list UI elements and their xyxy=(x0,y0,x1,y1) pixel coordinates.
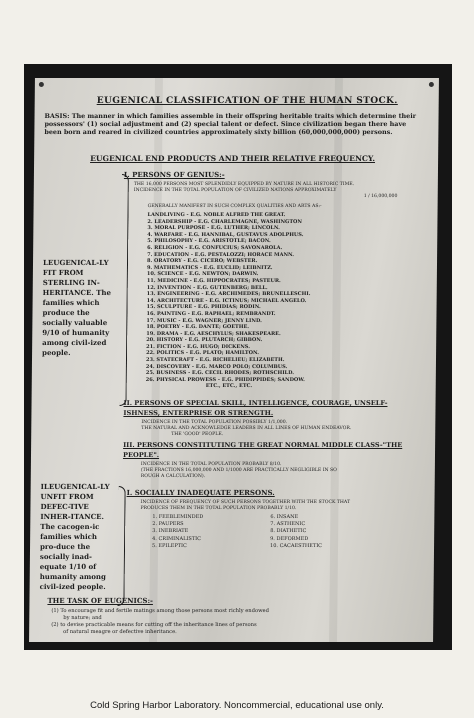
section-1-desc-3: GENERALLY MANIFEST IN SUCH COMPLEX QUALITIES AND ARTS AS:- xyxy=(147,204,322,209)
list-item: 3. INEBRIATE xyxy=(152,528,189,535)
section-1-heading: I. PERSONS OF GENIUS:- xyxy=(123,170,225,179)
section-3-desc-1: INCIDENCE IN THE TOTAL POPULATION PROBABLY 8/10. xyxy=(140,462,282,467)
section-1-desc-1: THE 16,000 PERSONS MOST SPLENDIDLY EQUIPPED BY NATURE IN ALL HISTORIC TIME. xyxy=(133,182,355,187)
list-item: 17. MUSIC - E.G. WAGNER; JENNY LIND. xyxy=(146,317,262,324)
inadequate-list-left xyxy=(152,514,203,550)
list-item: 6. INSANE xyxy=(270,514,299,520)
list-item: 3. MORAL PURPOSE - E.G. LUTHER; LINCOLN. xyxy=(147,225,280,232)
list-item: 12. INVENTION - E.G. GUTENBERG; BELL. xyxy=(146,284,268,291)
list-item: 26. PHYSICAL PROWESS - E.G. PHIDIPPIDES; SANDOW. xyxy=(145,376,305,383)
section-4-heading: I. SOCIALLY INADEQUATE PERSONS. xyxy=(126,488,275,497)
list-item: 19. DRAMA - E.G. AESCHYLUS; SHAKESPEARE. xyxy=(146,330,281,337)
list-item: 10. SCIENCE - E.G. NEWTON; DARWIN. xyxy=(146,271,259,278)
list-item: 6. RELIGION - E.G. CONFUCIUS; SAVONAROLA. xyxy=(147,244,283,251)
section-4-desc-2: PRODUCES THEM IN THE TOTAL POPULATION PROBABLY 1/10. xyxy=(140,506,297,511)
inadequate-list-right xyxy=(270,514,322,550)
list-item: 16. PAINTING - E.G. RAPHAEL; REMBRANDT. xyxy=(146,310,276,317)
list-item: 7. EDUCATION - E.G. PESTALOZZI; HORACE MANN. xyxy=(147,251,295,258)
list-item: 11. MEDICINE - E.G. HIPPOCRATES; PASTEUR. xyxy=(146,277,281,284)
task-line-1: (1) To encourage fit and fertile matings among those persons most richly endowed xyxy=(51,608,269,614)
section-1-fraction: 1 / 16,000,000 xyxy=(363,194,398,199)
list-item: 25. BUSINESS - E.G. CECIL RHODES; ROTHSCHILD. xyxy=(145,370,295,377)
list-item: 8. ORATORY - E.G. CICERO; WEBSTER. xyxy=(147,258,258,265)
list-item: 7. ASTHENIC xyxy=(270,521,306,528)
brace-fit xyxy=(120,174,129,406)
genius-list xyxy=(146,212,312,390)
list-item: 23. STATECRAFT - E.G. RICHELIEU; ELIZABETH. xyxy=(145,357,285,364)
section-3-desc-3: ROUGH A CALCULATION). xyxy=(140,474,206,479)
list-item: 15. SCULPTURE - E.G. PHIDIAS; RODIN. xyxy=(146,304,261,311)
list-item: 14. ARCHITECTURE - E.G. ICTINUS; MICHAEL ANGELO. xyxy=(146,297,307,304)
task-line-3: (2) to devise practicable means for cutting off the inheritance lines of persons xyxy=(51,622,257,628)
list-item: 24. DISCOVERY - E.G. MARCO POLO; COLUMBUS. xyxy=(145,363,288,370)
list-item: 8. DIATHETIC xyxy=(270,528,307,535)
banner-title: EUGENICAL CLASSIFICATION OF THE HUMAN STOCK. xyxy=(96,96,398,106)
grommet-icon xyxy=(39,82,44,87)
list-item: 5. PHILOSOPHY - E.G. ARISTOTLE; BACON. xyxy=(147,238,271,245)
list-item: 2. LEADERSHIP - E.G. CHARLEMAGNE, WASHINGTON xyxy=(147,218,303,225)
eugenics-banner xyxy=(29,78,439,642)
list-item: 22. POLITICS - E.G. PLATO; HAMILTON. xyxy=(146,350,260,357)
section-2-desc-1: INCIDENCE IN THE TOTAL POPULATION POSSIBLY 1/1,000. xyxy=(141,420,288,425)
list-item: 1. FEEBLEMINDED xyxy=(152,514,204,520)
list-item: LANDLIVING - E.G. NOBLE ALFRED THE GREAT. xyxy=(147,212,286,218)
section-2-heading: II. PERSONS OF SPECIAL SKILL, INTELLIGENCE, COURAGE, UNSELF-ISHNESS, ENTERPRISE OR STRENGTH. xyxy=(123,399,388,417)
task-line-4: of natural meagre or defective inheritance. xyxy=(63,629,177,635)
end-products-heading: EUGENICAL END PRODUCTS AND THEIR RELATIVE FREQUENCY. xyxy=(90,154,376,163)
list-item: 9. DEFORMED xyxy=(270,535,309,542)
brace-unfit xyxy=(117,486,125,606)
archive-caption: Cold Spring Harbor Laboratory. Noncommercial, educational use only. xyxy=(90,700,384,711)
task-heading: THE TASK OF EUGENICS:- xyxy=(47,596,154,605)
basis-text: BASIS: The manner in which families assemble in their offspring heritable traits which determine their possessors' (1) social adjustment and (2) special talent or defect. Since civilization began there have been born and reared in civilized countries approximately sixty billion (60,000,000,000) persons. xyxy=(44,112,417,136)
list-item: ETC., ETC., ETC. xyxy=(205,383,253,390)
list-item: 13. ENGINEERING - E.G. ARCHIMEDES; BRUNELLESCHI. xyxy=(146,291,311,298)
section-1-desc-2: INCIDENCE IN THE TOTAL POPULATION OF CIVILIZED NATIONS APPROXIMATELY xyxy=(133,188,337,193)
section-3-heading: III. PERSONS CONSTITUTING THE GREAT NORMAL MIDDLE CLASS-"THE PEOPLE". xyxy=(122,441,403,459)
list-item: 4. CRIMINALISTIC xyxy=(152,535,202,542)
task-line-2: by nature; and xyxy=(63,615,102,621)
section-2-desc-3: THE 'GOOD' PEOPLE. xyxy=(171,432,224,437)
list-item: 5. EPILEPTIC xyxy=(152,542,187,549)
list-item: 18. POETRY - E.G. DANTE; GOETHE. xyxy=(146,324,250,331)
section-4-desc-1: INCIDENCE OF FREQUENCY OF SUCH PERSONS TOGETHER WITH THE STOCK THAT xyxy=(140,500,351,505)
section-2-desc-2: THE NATURAL AND ACKNOWLEDGE LEADERS IN ALL LINES OF HUMAN ENDEAVOR. xyxy=(141,426,352,431)
list-item: 20. HISTORY - E.G. PLUTARCH; GIBBON. xyxy=(146,337,263,344)
left-label-fit: LEUGENICAL-LY FIT FROM STERLING IN-HERITANCE. The families which produce the socially valuable 9/10 of humanity among civil-ized people. xyxy=(42,258,111,357)
list-item: 21. FICTION - E.G. HUGO; DICKENS. xyxy=(146,343,250,350)
list-item: 9. MATHEMATICS - E.G. EUCLID; LEIBNITZ. xyxy=(146,264,273,271)
list-item: 10. CACAESTHETIC xyxy=(270,542,323,549)
section-3-desc-2: (THE FRACTIONS 16,000,000 AND 1/1000 ARE PRACTICALLY NEGLIGIBLE IN SO xyxy=(140,468,337,473)
left-label-unfit: ILEUGENICAL-LY UNFIT FROM DEFEC-TIVE INHER-ITANCE. The cacogen-ic families which pro-duce the socially inad-equate 1/10 of humanity among civil-ized people. xyxy=(39,482,110,591)
grommet-icon xyxy=(429,82,434,87)
list-item: 4. WARFARE - E.G. HANNIBAL, GUSTAVUS ADOLPHUS. xyxy=(147,231,304,238)
list-item: 2. PAUPERS xyxy=(152,521,184,528)
